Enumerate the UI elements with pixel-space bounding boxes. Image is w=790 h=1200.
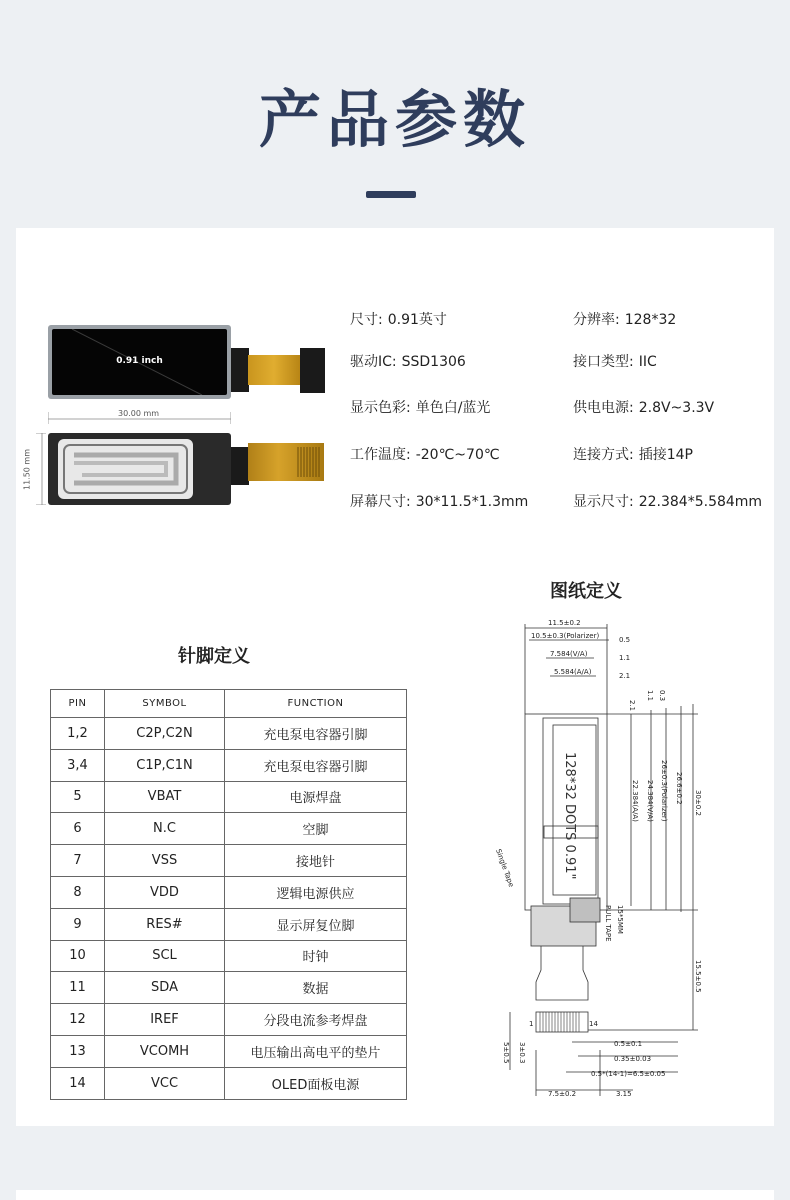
single-tape-label: Single Tape [494,847,516,889]
table-row [51,1004,407,1036]
title-underline [366,191,416,198]
symbol-cell: SDA [105,972,225,1004]
function-cell: 空脚 [225,813,407,845]
next-card-edge [16,1190,774,1200]
pin-cell: 5 [51,781,105,813]
dim-label: 7.584(V/A) [550,650,588,658]
symbol-cell: VCOMH [105,1035,225,1067]
symbol-cell: SCL [105,940,225,972]
pin-cell: 12 [51,1004,105,1036]
spec-interface: 接口类型: IIC [573,354,657,370]
dim-label: 2.1 [619,672,631,680]
symbol-cell: C2P,C2N [105,718,225,750]
header-function: FUNCTION [225,690,407,718]
table-row [51,845,407,877]
dim-label: 7.5±0.2 [548,1090,577,1098]
header-pin: PIN [51,690,105,718]
fpc-ribbon [248,355,300,385]
function-cell: 充电泵电容器引脚 [225,749,407,781]
height-dimension [36,433,46,505]
pin-last-label: 14 [589,1020,598,1028]
dim-label: 10.5±0.3(Polarizer) [531,632,600,640]
pin-table [50,689,407,1100]
dim-label: 5.584(A/A) [554,668,592,676]
oled-back-photo [48,433,231,505]
symbol-cell: C1P,C1N [105,749,225,781]
dim-label: 3.15 [616,1090,632,1098]
pin-cell: 6 [51,813,105,845]
spec-color: 显示色彩: 单色白/蓝光 [350,400,491,416]
table-row [51,876,407,908]
spec-display-size: 显示尺寸: 22.384*5.584mm [573,494,763,510]
symbol-cell: VSS [105,845,225,877]
pin-cell: 7 [51,845,105,877]
pin-section-title: 针脚定义 [178,646,250,667]
oled-glass [52,329,227,395]
drawing-section-title: 图纸定义 [550,581,622,602]
dim-label: 5±0.5 [502,1042,510,1064]
pin-first-label: 1 [529,1020,534,1028]
spec-size: 尺寸: 0.91英寸 [350,312,447,328]
function-cell: 逻辑电源供应 [225,876,407,908]
screen-text: 128*32 DOTS 0.91" [562,752,577,880]
spec-temperature: 工作温度: -20℃~70℃ [350,447,500,463]
dim-label: 30±0.2 [694,790,702,816]
dim-label: 0.5 [619,636,631,644]
function-cell: 显示屏复位脚 [225,908,407,940]
table-row [51,940,407,972]
dim-label: 3±0.3 [518,1042,526,1064]
table-row [51,972,407,1004]
function-cell: 电压输出高电平的垫片 [225,1035,407,1067]
pin-cell: 11 [51,972,105,1004]
dim-label: 0.5±0.1 [614,1040,643,1048]
function-cell: 电源焊盘 [225,781,407,813]
pin-table-header [51,690,407,718]
dim-label: 24.384(V/A) [646,780,654,822]
fpc-back-connector [231,447,249,485]
pull-tape-label: PULL TAPE [604,905,612,942]
table-row [51,1067,407,1099]
pin-cell: 14 [51,1067,105,1099]
technical-drawing [488,610,758,1110]
table-row [51,718,407,750]
function-cell: 分段电流参考焊盘 [225,1004,407,1036]
table-row [51,908,407,940]
function-cell: 时钟 [225,940,407,972]
oled-back-frame [58,439,193,499]
dim-label: 11.5±0.2 [548,619,581,627]
function-cell: 数据 [225,972,407,1004]
function-cell: 充电泵电容器引脚 [225,718,407,750]
dim-label: 1.1 [646,690,654,702]
pin-cell: 9 [51,908,105,940]
dim-label: 2.1 [628,700,636,712]
fpc-back-ribbon [248,443,324,481]
dim-label: 26±0.3(Polarizer) [660,760,668,822]
dim-label: 0.5*(14-1)=6.5±0.05 [591,1070,666,1078]
page-title: 产品参数 [258,83,531,156]
header-symbol: SYMBOL [105,690,225,718]
table-row [51,749,407,781]
table-row [51,813,407,845]
dim-label: 26.6±0.2 [675,772,683,805]
pin-cell: 13 [51,1035,105,1067]
display-size-label: 0.91 inch [116,356,163,366]
spec-resolution: 分辨率: 128*32 [573,312,677,328]
dim-label: 1.1 [619,654,631,662]
spec-power: 供电电源: 2.8V~3.3V [573,400,715,416]
pin-cell: 3,4 [51,749,105,781]
symbol-cell: N.C [105,813,225,845]
symbol-cell: VCC [105,1067,225,1099]
drawing-svg [488,610,758,1110]
function-cell: 接地针 [225,845,407,877]
spec-driver-ic: 驱动IC: SSD1306 [350,354,466,370]
table-row [51,1035,407,1067]
dim-label: 0.3 [658,690,666,702]
fpc-stiffener [300,348,325,393]
pin-cell: 1,2 [51,718,105,750]
width-dim-label: 30.00 mm [118,409,160,418]
table-row [51,781,407,813]
symbol-cell: RES# [105,908,225,940]
spec-connection: 连接方式: 插接14P [573,447,693,463]
height-dim-label: 11.50 mm [22,448,32,491]
dim-label: 0.35±0.03 [614,1055,652,1063]
function-cell: OLED面板电源 [225,1067,407,1099]
symbol-cell: IREF [105,1004,225,1036]
pin-cell: 8 [51,876,105,908]
oled-front-photo [48,325,231,399]
symbol-cell: VDD [105,876,225,908]
dim-label: 22.384(A/A) [631,780,639,822]
spec-screen-size: 屏幕尺寸: 30*11.5*1.3mm [350,494,529,510]
pin-cell: 10 [51,940,105,972]
symbol-cell: VBAT [105,781,225,813]
pull-tape-dim-label: 15*5MM [616,905,624,934]
dim-label: 15.5±0.5 [694,960,702,993]
fpc-connector-dark [231,348,249,392]
